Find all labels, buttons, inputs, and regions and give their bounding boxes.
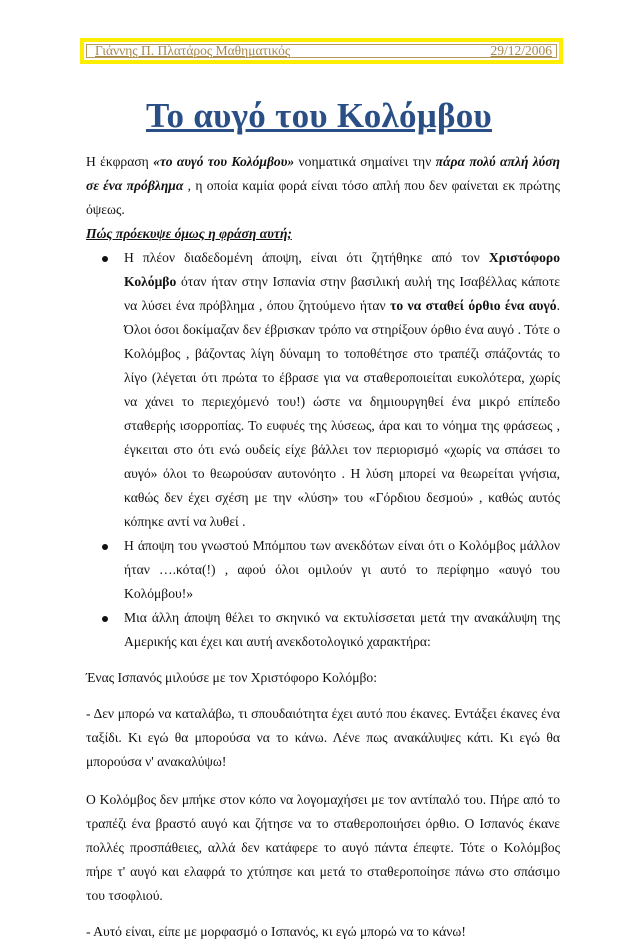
page-header: [80, 38, 563, 64]
bullet-item: [86, 246, 560, 534]
bullet-2-text: Η άποψη του γνωστού Μπόμπου των ανεκδότων είναι ότι ο Κολόμβος μάλλον ήταν ….κότα(!) , αφού όλοι ομιλούν γι αυτό το περίφημο «αυγό του Κολόμβου!»: [124, 538, 560, 601]
bullet-3-text: Μια άλλη άποψη θέλει το σκηνικό να εκτυλίσσεται μετά την ανακάλυψη της Αμερικής και έχει και αυτή ανεκδοτολογικό χαρακτήρα:: [124, 610, 560, 649]
bullet-1-text-1: Η πλέον διαδεδομένη άποψη, είναι ότι ζητήθηκε από τον: [124, 250, 489, 265]
bullet-1-strong-1: Χριστόφορο Κολόμβο: [124, 250, 560, 289]
bullet-1-strong-2: το να σταθεί όρθιο ένα αυγό: [390, 298, 557, 313]
document-body: [86, 150, 560, 944]
story-paragraph-1: Ένας Ισπανός μιλούσε με τον Χριστόφορο Κολόμβο:: [86, 670, 377, 685]
spacer: [86, 654, 560, 666]
header-author: Γιάννης Π. Πλατάρος Μαθηματικός: [95, 43, 291, 58]
intro-text-1: Η έκφραση: [86, 154, 154, 169]
story-paragraph-2: - Δεν μπορώ να καταλάβω, τι σπουδαιότητα έχει αυτό που έκανες. Εντάξει έκανες ένα ταξίδι. Κι εγώ θα μπορούσα να το κάνω. Λένε πως ανακάλυψες κάτι. Κι εγώ θα μπορούσα ν' ανακαλύψω!: [86, 706, 560, 769]
intro-definition: πάρα πολύ απλή λύση σε ένα πρόβλημα: [86, 154, 560, 193]
bullet-1-text-3: . Όλοι όσοι δοκίμαζαν δεν έβρισκαν τρόπο να στηρίξουν όρθιο ένα αυγό . Τότε ο Κολόμβος , βάζοντας λίγη δύναμη το τοποθέτησε στο τραπέζι σπάζοντάς το λίγο (λέγεται ότι πρώτα το έβρασε για να σταθεροποιείται ευκολότερα, χωρίς να χάνει το περιεχόμενό του!) ώστε να δημιουργηθεί ένα μικρό επίπεδο σταθερής ισορροπίας. Το ευφυές της λύσεως, άρα και το νόημα της φράσεως , έγκειται στο ότι ενώ ουδείς είχε βάλλει τον περιορισμό «χωρίς να σπάσει το αυγό» όλοι το θεωρούσαν αυτονόητο . Η λύση μπορεί να θεωρείται γνήσια, καθώς δεν έχει σχέση με την «λύση» του «Γόρδιου δεσμού» , καθώς αυτός κόπηκε αντί να λυθεί .: [124, 298, 560, 529]
spacer: [86, 774, 560, 788]
bullet-icon: [102, 256, 108, 262]
header-date: 29/12/2006: [490, 43, 552, 58]
intro-paragraph: [86, 150, 560, 222]
bullet-item: [86, 606, 560, 654]
bullet-item: [86, 534, 560, 606]
intro-text-3: , η οποία καμία φορά είναι τόσο απλή που δεν φαίνεται εκ πρώτης όψεως.: [86, 178, 560, 217]
page-header-inner: [86, 44, 557, 58]
bullet-icon: [102, 544, 108, 550]
spacer: [86, 690, 560, 702]
bullet-list: [86, 246, 560, 654]
story-paragraph-4: - Αυτό είναι, είπε με μορφασμό ο Ισπανός, κι εγώ μπορώ να το κάνω!: [86, 924, 466, 939]
story-paragraph-3: Ο Κολόμβος δεν μπήκε στον κόπο να λογομαχήσει με τον αντίπαλό του. Πήρε από το τραπέζι ένα βραστό αυγό και ζήτησε να το σταθεροποιήσει όρθιο. Ο Ισπανός έκανε πολλές προσπάθειες, αλλά δεν κατάφερε το αυγό πάντα έπεφτε. Τότε ο Κολόμβος πήρε τ' αυγό και ελαφρά το χτύπησε και μετά το σταθεροποίησε πάνω στο σπάσιμο του τσοφλιού.: [86, 792, 560, 903]
intro-text-2: νοηματικά σημαίνει την: [294, 154, 436, 169]
document-title: Το αυγό του Κολόμβου: [146, 96, 492, 135]
subheading: Πώς πρόεκυψε όμως η φράση αυτή;: [86, 226, 292, 241]
bullet-icon: [102, 616, 108, 622]
bullet-1-text-2: όταν ήταν στην Ισπανία στην βασιλική αυλή της Ισαβέλλας κάποτε να λύσει ένα πρόβλημα , όπου ζητούμενο ήταν: [124, 274, 560, 313]
spacer: [86, 908, 560, 920]
intro-phrase: «το αυγό του Κολόμβου»: [153, 154, 295, 169]
